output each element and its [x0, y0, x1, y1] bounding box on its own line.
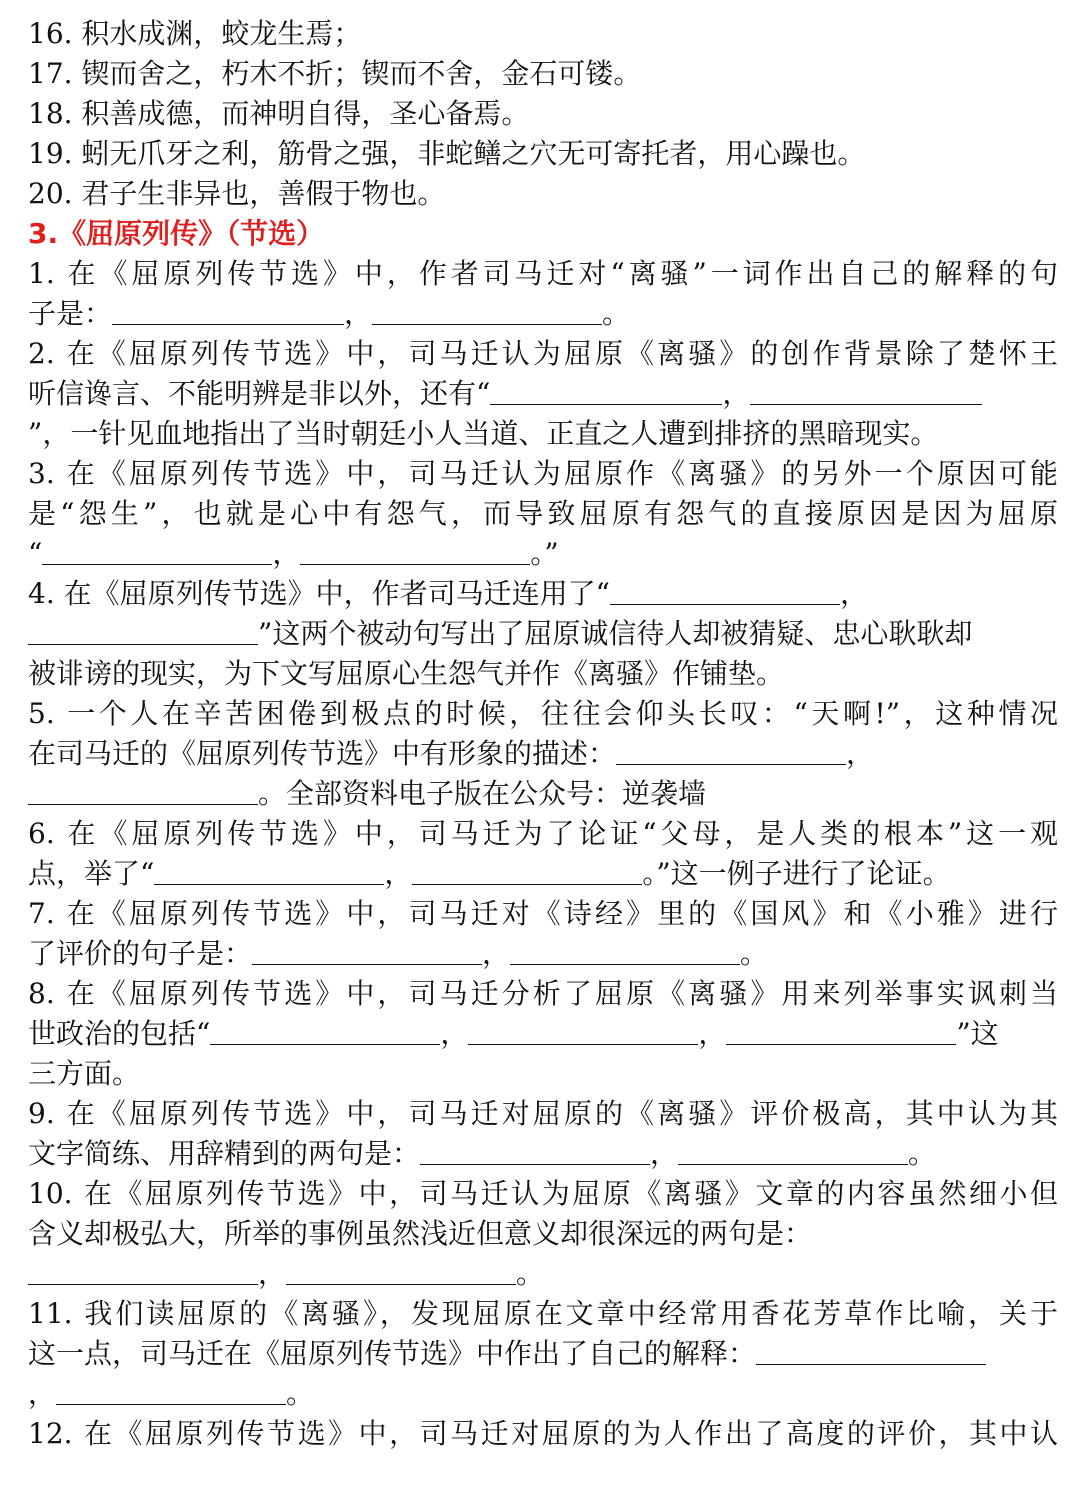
answer-blank[interactable] [616, 734, 846, 765]
question-7-line-2: 了评价的句子是： ， 。 [28, 934, 1058, 974]
question-8-line-2: 世政治的包括“ ， ， ”这 [28, 1014, 1058, 1054]
answer-blank[interactable] [154, 854, 384, 885]
question-11-line-1: 11. 我们读屈原的《离骚》，发现屈原在文章中经常用香花芳草作比喻，关于 [28, 1297, 1058, 1330]
answer-blank[interactable] [252, 934, 482, 965]
question-6-line-2: 点，举了“ ， 。”这一例子进行了论证。 [28, 854, 1058, 894]
answer-blank[interactable] [750, 374, 982, 405]
answer-blank[interactable] [756, 1334, 986, 1365]
text-line: 19. 蚓无爪牙之利，筋骨之强，非蛇鳝之穴无可寄托者，用心躁也。 [28, 137, 866, 170]
answer-blank[interactable] [28, 774, 258, 805]
question-11-line-3: ， 。 [28, 1374, 1058, 1414]
answer-blank[interactable] [490, 374, 722, 405]
question-5-line-1: 5. 一个人在辛苦困倦到极点的时候，往往会仰头长叹：“天啊!”，这种情况 [28, 697, 1058, 730]
question-8-line-1: 8. 在《屈原列传节选》中，司马迁分析了屈原《离骚》用来列举事实讽刺当 [28, 977, 1058, 1010]
text-line: 18. 积善成德，而神明自得，圣心备焉。 [28, 97, 530, 130]
answer-blank[interactable] [286, 1254, 516, 1285]
question-1-line-2: 子是： ， 。 [28, 294, 1058, 334]
answer-blank[interactable] [210, 1014, 440, 1045]
question-11-line-2: 这一点，司马迁在《屈原列传节选》中作出了自己的解释： [28, 1334, 1058, 1374]
answer-blank[interactable] [300, 534, 530, 565]
answer-blank[interactable] [678, 1134, 908, 1165]
question-1-line-1: 1. 在《屈原列传节选》中，作者司马迁对“离骚”一词作出自己的解释的句 [28, 257, 1058, 290]
question-12-line-1: 12. 在《屈原列传节选》中，司马迁对屈原的为人作出了高度的评价，其中认 [28, 1417, 1058, 1450]
text-line: 17. 锲而舍之，朽木不折；锲而不舍，金石可镂。 [28, 57, 642, 90]
question-8-line-3: 三方面。 [28, 1057, 141, 1090]
question-2-line-3: ”，一针见血地指出了当时朝廷小人当道、正直之人遭到排挤的黑暗现实。 [28, 417, 939, 450]
question-3-line-3: “ ， 。” [28, 534, 1058, 574]
question-5-line-2: 在司马迁的《屈原列传节选》中有形象的描述： ， [28, 734, 1058, 774]
answer-blank[interactable] [112, 294, 344, 325]
question-3-line-1: 3. 在《屈原列传节选》中，司马迁认为屈原作《离骚》的另外一个原因可能 [28, 457, 1058, 490]
question-2-line-2: 听信谗言、不能明辨是非以外，还有“ ， [28, 374, 1058, 414]
question-5-line-3: 。全部资料电子版在公众号：逆袭墙 [28, 774, 1058, 814]
section-heading: 3.《屈原列传》（节选） [28, 217, 325, 250]
question-4-line-1: 4. 在《屈原列传节选》中，作者司马迁连用了“ ， [28, 574, 1058, 614]
answer-blank[interactable] [610, 574, 840, 605]
question-9-line-2: 文字简练、用辞精到的两句是： ， 。 [28, 1134, 1058, 1174]
answer-blank[interactable] [56, 1374, 286, 1405]
question-4-line-2: ”这两个被动句写出了屈原诚信待人却被猜疑、忠心耿耿却 [28, 614, 1058, 654]
question-10-line-2: 含义却极弘大，所举的事例虽然浅近但意义却很深远的两句是： [28, 1217, 813, 1250]
question-7-line-1: 7. 在《屈原列传节选》中，司马迁对《诗经》里的《国风》和《小雅》进行 [28, 897, 1058, 930]
question-3-line-2: 是“怨生”，也就是心中有怨气，而导致屈原有怨气的直接原因是因为屈原 [28, 497, 1058, 530]
text-line: 16. 积水成渊，蛟龙生焉； [28, 17, 362, 50]
answer-blank[interactable] [468, 1014, 698, 1045]
question-4-line-3: 被诽谤的现实，为下文写屈原心生怨气并作《离骚》作铺垫。 [28, 657, 785, 690]
question-9-line-1: 9. 在《屈原列传节选》中，司马迁对屈原的《离骚》评价极高，其中认为其 [28, 1097, 1058, 1130]
question-2-line-1: 2. 在《屈原列传节选》中，司马迁认为屈原《离骚》的创作背景除了楚怀王 [28, 337, 1058, 370]
answer-blank[interactable] [372, 294, 602, 325]
question-6-line-1: 6. 在《屈原列传节选》中，司马迁为了论证“父母，是人类的根本”这一观 [28, 817, 1058, 850]
answer-blank[interactable] [510, 934, 740, 965]
answer-blank[interactable] [726, 1014, 956, 1045]
answer-blank[interactable] [420, 1134, 650, 1165]
question-10-line-3: ， 。 [28, 1254, 1058, 1294]
text-line: 20. 君子生非异也，善假于物也。 [28, 177, 446, 210]
answer-blank[interactable] [412, 854, 642, 885]
question-10-line-1: 10. 在《屈原列传节选》中，司马迁认为屈原《离骚》文章的内容虽然细小但 [28, 1177, 1058, 1210]
answer-blank[interactable] [28, 1254, 258, 1285]
answer-blank[interactable] [28, 614, 258, 645]
answer-blank[interactable] [42, 534, 272, 565]
